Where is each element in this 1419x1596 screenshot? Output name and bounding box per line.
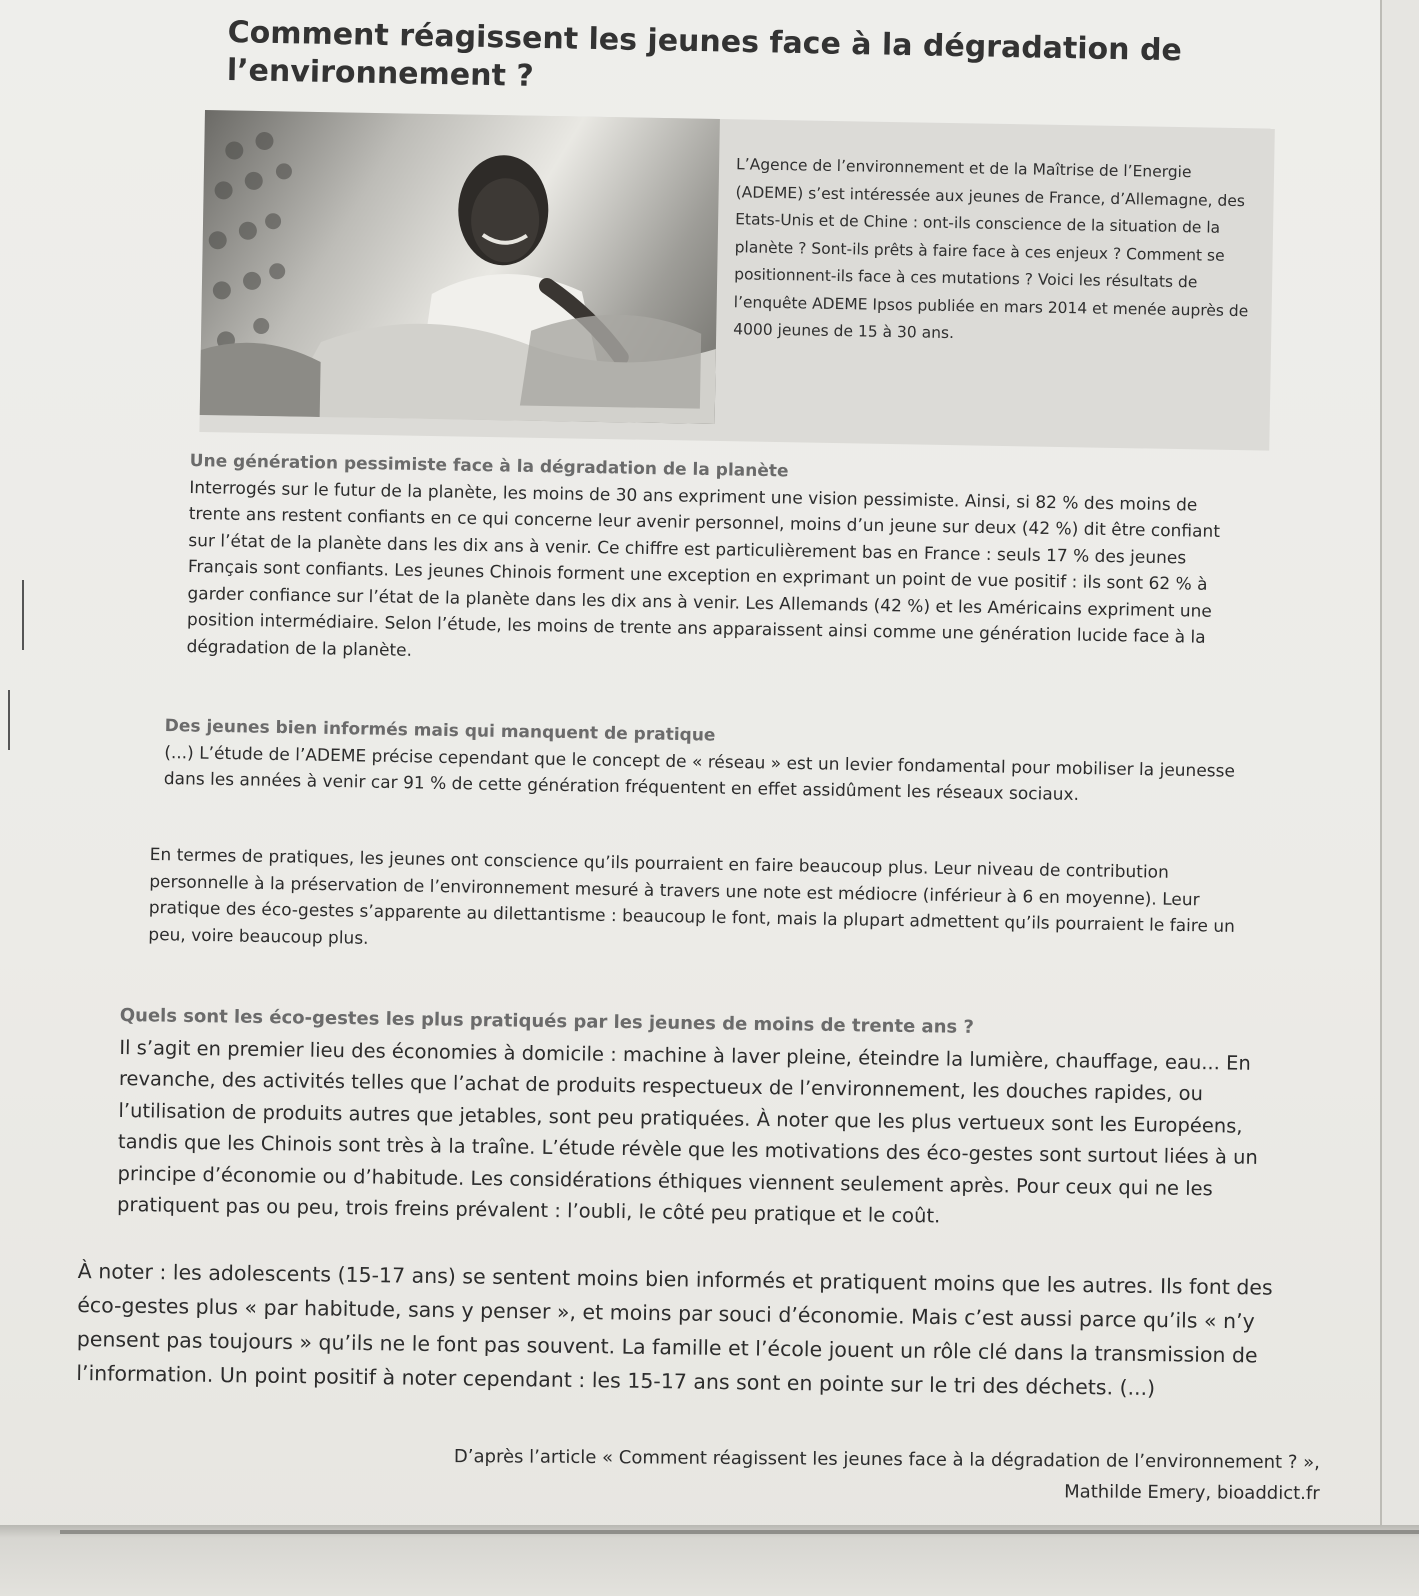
section-paragraph: À noter : les adolescents (15-17 ans) se sentent moins bien informés et pratiquent moins que les autres. Ils font des éco-gestes plus « par habitude, sans y penser », et moins par souci d’économie. Mais c’est aussi parce qu’ils « n’y pensent pas toujours » qu’ils ne le font pas souvent. La famille et l’école jouent un rôle clé dans la transmission de l’information. Un point positif à noter cependant : les 15-17 ans sont en pointe sur le tri des déchets. (...) bbox=[76, 1258, 1273, 1401]
section-eco-gestures bbox=[117, 1000, 1295, 1237]
page-bottom-shadow bbox=[0, 1525, 1419, 1596]
section-paragraph: En termes de pratiques, les jeunes ont conscience qu’ils pourraient en faire beaucoup plus. Leur niveau de contribution personnelle à la préservation de l’environnement mesuré à travers une note est médiocre (inférieur à 6 en moyenne). Leur pratique des éco-gestes s’apparente au dilettantisme : beaucoup le font, mais la plupart admettent qu’ils pourraient le faire un peu, voire beaucoup plus. bbox=[148, 844, 1236, 949]
section-heading: Quels sont les éco-gestes les plus pratiqués par les jeunes de moins de trente ans ? bbox=[119, 1004, 975, 1038]
section-informed bbox=[164, 713, 1245, 811]
source-citation bbox=[300, 1440, 1320, 1509]
margin-line-mark bbox=[22, 580, 24, 650]
washing-machine-photo bbox=[200, 110, 720, 424]
margin-line-mark bbox=[8, 690, 10, 750]
photo-illustration bbox=[200, 110, 720, 424]
source-author: Mathilde Emery, bioaddict.fr bbox=[1064, 1481, 1320, 1505]
section-heading: Des jeunes bien informés mais qui manquent de pratique bbox=[164, 715, 716, 746]
section-paragraph: Il s’agit en premier lieu des économies à domicile : machine à laver pleine, éteindre la lumière, chauffage, eau... En revanche, des activités telles que l’achat de produits respectueux de l’environnement, les douches rapides, ou l’utilisation de produits autres que jetables, sont peu pratiquées. À noter que les plus vertueux sont les Européens, tandis que les Chinois sont très à la traîne. L’étude révèle que les motivations des éco-gestes sont surtout liées à un principe d’économie ou d’habitude. Les considérations éthiques viennent seulement après. Pour ceux qui ne les pratiquent pas ou peu, trois freins prévalent : l’oubli, le côté peu pratique et le coût. bbox=[116, 1035, 1258, 1228]
page-bottom-edge bbox=[60, 1530, 1419, 1534]
section-heading: Une génération pessimiste face à la dégradation de la planète bbox=[189, 450, 789, 482]
intro-text: L’Agence de l’environnement et de la Maîtrise de l’Energie (ADEME) s’est intéressée aux jeunes de France, d’Allemagne, des Etats-Unis et de Chine : ont-ils conscience de la situation de la planète ? Sont-ils prêts à faire face à ces enjeux ? Comment se positionnent-ils face à ces mutations ? Voici les résultats de l’enquête ADEME Ipsos publiée en mars 2014 et menée auprès de 4000 jeunes de 15 à 30 ans. bbox=[733, 155, 1249, 343]
source-line: D’après l’article « Comment réagissent les jeunes face à la dégradation de l’environnement ? », bbox=[453, 1446, 1320, 1474]
section-paragraph: Interrogés sur le futur de la planète, les moins de 30 ans expriment une vision pessimiste. Ainsi, si 82 % des moins de trente ans restent confiants en ce qui concerne leur avenir personnel, moins d’un jeune sur deux (42 %) dit être confiant sur l’état de la planète dans les dix ans à venir. Ce chiffre est particulièrement bas en France : seuls 17 % des jeunes Français sont confiants. Les jeunes Chinois forment une exception en exprimant un point de vue positif : ils sont 62 % à garder confiance sur l’état de la planète dans les dix ans à venir. Les Allemands (42 %) et les Américains expriment une position intermédiaire. Selon l’étude, les moins de trente ans apparaissent ainsi comme une génération lucide face à la dégradation de la planète. bbox=[186, 477, 1221, 661]
section-pessimism bbox=[186, 448, 1250, 678]
page-title: Comment réagissent les jeunes face à la dégradation de l’environnement ? bbox=[226, 14, 1183, 94]
intro-box bbox=[199, 110, 1274, 451]
section-paragraph: (...) L’étude de l’ADEME précise cependant que le concept de « réseau » est un levier fondamental pour mobiliser la jeunesse dans les années à venir car 91 % de cette génération fréquentent en effet assidûment les réseaux sociaux. bbox=[163, 742, 1236, 805]
